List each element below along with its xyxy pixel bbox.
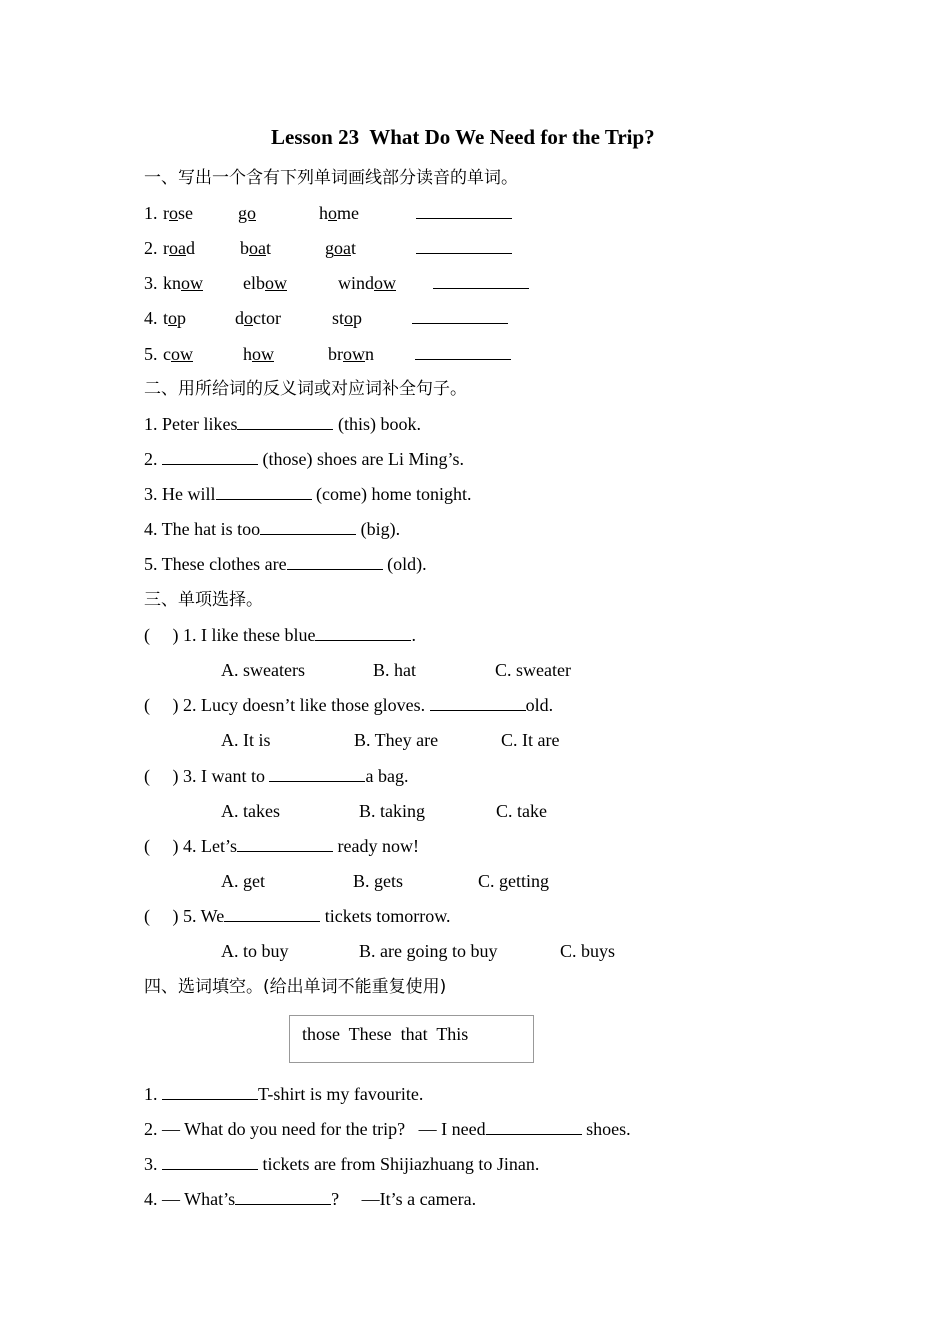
answer-bracket: ( ) bbox=[144, 625, 179, 645]
word-part: d bbox=[235, 308, 244, 328]
word-part: h bbox=[243, 344, 252, 364]
answer-blank[interactable] bbox=[237, 835, 333, 852]
question-text: 3. I want to bbox=[178, 766, 270, 786]
underlined-sound: o bbox=[344, 308, 354, 328]
word-part: t bbox=[163, 308, 169, 328]
underlined-sound: oa bbox=[334, 238, 351, 258]
question bbox=[144, 905, 451, 927]
phonics-word bbox=[338, 272, 396, 294]
question-text-end: ready now! bbox=[333, 836, 419, 856]
underlined-sound: ow bbox=[171, 344, 193, 364]
word-part: r bbox=[163, 203, 169, 223]
answer-blank[interactable] bbox=[224, 905, 320, 922]
underlined-sound: o bbox=[169, 203, 178, 223]
word-part: st bbox=[332, 308, 345, 328]
word-part: h bbox=[319, 203, 328, 223]
option-b[interactable]: B. They are bbox=[354, 730, 439, 750]
word-part: r bbox=[163, 238, 169, 258]
answer-blank[interactable] bbox=[412, 307, 508, 324]
phonics-word bbox=[332, 307, 362, 329]
underlined-sound: go bbox=[238, 203, 256, 223]
question bbox=[144, 835, 419, 857]
underlined-sound: oa bbox=[169, 238, 186, 258]
underlined-sound: ow bbox=[343, 344, 365, 364]
sentence-end: T-shirt is my favourite. bbox=[258, 1084, 424, 1104]
question-text: 4. Let’s bbox=[178, 836, 237, 856]
answer-line[interactable] bbox=[415, 343, 511, 365]
sentence bbox=[144, 413, 421, 435]
question-text-end: old. bbox=[525, 695, 554, 715]
row-number: 3. bbox=[144, 273, 162, 293]
sentence-end: shoes. bbox=[581, 1119, 631, 1139]
option-a[interactable]: A. takes bbox=[221, 801, 280, 821]
sentence-end: ? —It’s a camera. bbox=[331, 1189, 477, 1209]
sentence-start: 3. He will bbox=[144, 484, 216, 504]
phonics-word bbox=[238, 202, 256, 224]
word-part: br bbox=[328, 344, 343, 364]
phonics-word bbox=[163, 343, 193, 365]
question-text-end: . bbox=[411, 625, 416, 645]
answer-blank[interactable] bbox=[260, 518, 356, 535]
word-part: elb bbox=[243, 273, 265, 293]
question bbox=[144, 624, 416, 646]
word-part: ctor bbox=[253, 308, 281, 328]
word-box bbox=[289, 1015, 534, 1063]
page-title: Lesson 23 What Do We Need for the Trip? bbox=[271, 125, 655, 149]
answer-blank[interactable] bbox=[315, 624, 411, 641]
underlined-sound: ow bbox=[181, 273, 203, 293]
answer-bracket: ( ) bbox=[144, 906, 179, 926]
option-a[interactable]: A. get bbox=[221, 871, 265, 891]
answer-blank[interactable] bbox=[433, 272, 529, 289]
option-b[interactable]: B. are going to buy bbox=[359, 941, 498, 961]
sentence-end: (this) book. bbox=[333, 414, 421, 434]
answer-line[interactable] bbox=[412, 307, 508, 329]
phonics-word bbox=[163, 202, 193, 224]
phonics-word bbox=[328, 343, 374, 365]
section4-heading: 四、选词填空。(给出单词不能重复使用) bbox=[144, 977, 447, 997]
word-part: se bbox=[178, 203, 193, 223]
answer-blank[interactable] bbox=[269, 765, 365, 782]
phonics-word bbox=[163, 237, 195, 259]
word-part: kn bbox=[163, 273, 181, 293]
word-part: d bbox=[186, 238, 195, 258]
answer-line[interactable] bbox=[433, 272, 529, 294]
sentence-end: (big). bbox=[356, 519, 401, 539]
sentence-start: 2. — What do you need for the trip? — I need bbox=[144, 1119, 486, 1139]
underlined-sound: ow bbox=[374, 273, 396, 293]
phonics-word bbox=[319, 202, 359, 224]
question-text: 2. Lucy doesn’t like those gloves. bbox=[178, 695, 430, 715]
word-part: t bbox=[351, 238, 357, 258]
row-number: 1. bbox=[144, 203, 162, 223]
word-part: me bbox=[337, 203, 359, 223]
sentence-start: 4. The hat is too bbox=[144, 519, 261, 539]
question-text: 5. We bbox=[178, 906, 225, 926]
answer-blank[interactable] bbox=[216, 483, 312, 500]
question-text-end: tickets tomorrow. bbox=[320, 906, 451, 926]
option-c[interactable]: C. take bbox=[496, 801, 547, 821]
word-part: n bbox=[365, 344, 374, 364]
answer-bracket: ( ) bbox=[144, 695, 179, 715]
word-part: p bbox=[353, 308, 363, 328]
option-b[interactable]: B. hat bbox=[373, 660, 416, 680]
sentence-start: 3. bbox=[144, 1154, 162, 1174]
answer-line[interactable] bbox=[416, 202, 512, 224]
sentence-start: 1. Peter likes bbox=[144, 414, 238, 434]
answer-blank[interactable] bbox=[416, 202, 512, 219]
sentence bbox=[144, 1118, 631, 1140]
question-text-end: a bag. bbox=[365, 766, 409, 786]
underlined-sound: o bbox=[244, 308, 253, 328]
sentence-start: 5. These clothes are bbox=[144, 554, 287, 574]
option-c[interactable]: C. buys bbox=[560, 941, 616, 961]
option-b[interactable]: B. taking bbox=[359, 801, 425, 821]
option-c[interactable]: C. It are bbox=[501, 730, 560, 750]
phonics-word bbox=[243, 343, 274, 365]
answer-blank[interactable] bbox=[287, 553, 383, 570]
sentence bbox=[144, 1083, 423, 1105]
sentence bbox=[144, 518, 400, 540]
answer-blank[interactable] bbox=[235, 1188, 331, 1205]
answer-bracket: ( ) bbox=[144, 766, 179, 786]
underlined-sound: o bbox=[328, 203, 337, 223]
sentence-start: 1. bbox=[144, 1084, 162, 1104]
phonics-word bbox=[240, 237, 271, 259]
word-part: c bbox=[163, 344, 171, 364]
phonics-word bbox=[163, 307, 186, 329]
option-c[interactable]: C. getting bbox=[478, 871, 549, 891]
word-part: g bbox=[325, 238, 334, 258]
answer-blank[interactable] bbox=[415, 343, 511, 360]
phonics-word bbox=[163, 272, 203, 294]
word-part: wind bbox=[338, 273, 374, 293]
row-number: 5. bbox=[144, 344, 162, 364]
sentence-end: (those) shoes are Li Ming’s. bbox=[258, 449, 464, 469]
answer-line[interactable] bbox=[416, 237, 512, 259]
row-number: 2. bbox=[144, 238, 162, 258]
underlined-sound: ow bbox=[252, 344, 274, 364]
sentence bbox=[144, 553, 427, 575]
answer-blank[interactable] bbox=[162, 1153, 258, 1170]
sentence-end: (come) home tonight. bbox=[311, 484, 472, 504]
answer-blank[interactable] bbox=[430, 694, 526, 711]
sentence-start: 4. — What’s bbox=[144, 1189, 236, 1209]
sentence bbox=[144, 1153, 539, 1175]
question bbox=[144, 765, 408, 787]
option-a[interactable]: A. sweaters bbox=[221, 660, 305, 680]
section2-heading: 二、用所给词的反义词或对应词补全句子。 bbox=[144, 379, 467, 399]
option-a[interactable]: A. It is bbox=[221, 730, 271, 750]
sentence bbox=[144, 1188, 476, 1210]
sentence-start: 2. bbox=[144, 449, 162, 469]
option-c[interactable]: C. sweater bbox=[495, 660, 571, 680]
section3-heading: 三、单项选择。 bbox=[144, 590, 263, 610]
answer-blank[interactable] bbox=[486, 1118, 582, 1135]
phonics-word bbox=[235, 307, 281, 329]
sentence bbox=[144, 483, 471, 505]
underlined-sound: oa bbox=[249, 238, 266, 258]
underlined-sound: ow bbox=[265, 273, 287, 293]
sentence-end: tickets are from Shijiazhuang to Jinan. bbox=[258, 1154, 540, 1174]
question bbox=[144, 694, 553, 716]
answer-blank[interactable] bbox=[162, 448, 258, 465]
question-text: 1. I like these blue bbox=[178, 625, 316, 645]
word-part: b bbox=[240, 238, 249, 258]
option-a[interactable]: A. to buy bbox=[221, 941, 289, 961]
word-box-text: those These that This bbox=[302, 1024, 469, 1044]
answer-bracket: ( ) bbox=[144, 836, 179, 856]
word-part: t bbox=[266, 238, 272, 258]
option-b[interactable]: B. gets bbox=[353, 871, 404, 891]
word-part: p bbox=[177, 308, 187, 328]
section1-heading: 一、写出一个含有下列单词画线部分读音的单词。 bbox=[144, 168, 518, 188]
phonics-word bbox=[243, 272, 287, 294]
phonics-word bbox=[325, 237, 356, 259]
underlined-sound: o bbox=[168, 308, 178, 328]
answer-blank[interactable] bbox=[237, 413, 333, 430]
row-number: 4. bbox=[144, 308, 162, 328]
answer-blank[interactable] bbox=[416, 237, 512, 254]
answer-blank[interactable] bbox=[162, 1083, 258, 1100]
sentence-end: (old). bbox=[382, 554, 427, 574]
sentence bbox=[144, 448, 464, 470]
